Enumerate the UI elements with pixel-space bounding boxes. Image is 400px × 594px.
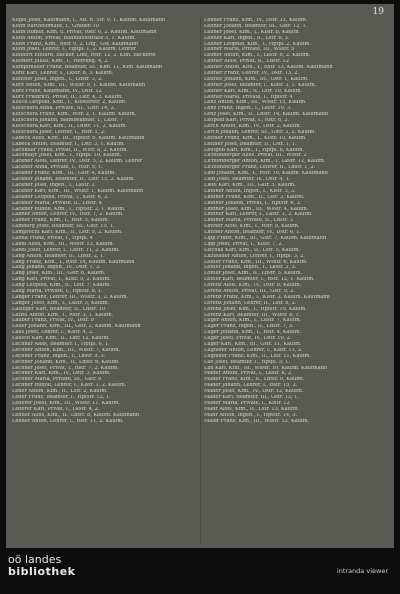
directory-entry: Lindner Anton, Ingen., I., Klstr. 5, 3. bbox=[204, 188, 296, 194]
library-logo[interactable] bbox=[8, 554, 75, 578]
directory-entry: Lorenz Anton, Privat, III., Gstr. 9, 2. bbox=[204, 288, 295, 294]
directory-entry: Mader Karl, Beamter, III., Gstr. 13, 1. bbox=[204, 395, 299, 400]
directory-entry: Lindner Franz, Kfm., II., Lstr. 3, Kaufm. bbox=[204, 194, 305, 200]
directory-entry: Lauer Johann, Kfm., III., Gstr. 2, Kaufm. Kaufmann bbox=[12, 324, 141, 330]
directory-entry: Lechner Josef, Privat, I., Rstr. 7, 2. Kaufm. bbox=[12, 365, 119, 371]
left-column bbox=[12, 18, 196, 424]
directory-entry: Kuhnert Eduard, Bäcker, Linz, Rstr. 12, 2. Kfm. Bäckerei bbox=[12, 53, 156, 59]
directory-entry: Kuhn Rudolf, Kfm. u. Privat, Rstr. 6, 2. Kaufm. Kaufmann bbox=[12, 29, 157, 35]
directory-entry: Lechner Karl, Kfm., IV., Dstr. 3, Kaufm. bbox=[12, 371, 111, 377]
logo-line-2: bibliothek bbox=[8, 565, 76, 578]
directory-entry: Kutschera Anna, Private, III., Gstr. 14, 2. bbox=[12, 106, 116, 112]
directory-entry: Leitner Josef, Beamter, I., Klstr. 3, 1. Kaufm. bbox=[204, 82, 317, 88]
directory-entry: Leitner Alois, Privat, II., Ldstr. 12 bbox=[204, 59, 289, 65]
directory-entry: Kutschera Karl, Kfm., II., Ldstr. 11, 2. Kaufm. bbox=[12, 124, 128, 130]
directory-entry: Leitner Maria, Private, I., Hptstr. 4 bbox=[204, 94, 293, 100]
directory-entry: Löffler Karl, Beamter, I., Rstr. 12, 1. Kaufm. bbox=[204, 277, 315, 283]
directory-entry: Lechner Alois, Beamter, I., Hptpl. 6, 1. bbox=[12, 341, 110, 347]
directory-entry: Mader Josef, Kfm., IV., Dstr. 12, Kaufm. bbox=[204, 389, 304, 395]
directory-entry: Lackner Karl, Kfm., III., Wsstr. 1, Kaufm. Kaufmann bbox=[12, 188, 144, 194]
directory-entry: Luger Anton, Kfm., I., Lkstr. 7, Kaufm. bbox=[204, 318, 302, 324]
directory-entry: Lehner Maria, Private, III., Wsstr. 5 bbox=[204, 47, 295, 53]
directory-entry: Kumpfmüller Franz, Beamter, III., Kfm. 11, Kfm. Kaufmann bbox=[12, 65, 163, 71]
directory-entry: Lasinger Karl, Beamter, II., Ldstr. 10 bbox=[12, 306, 106, 312]
directory-entry: Lachmayr Josef, Kfm., I., Hptpl. 10, Kaufm. bbox=[12, 153, 122, 159]
directory-entry: Lux Karl, Kfm., III., Wsstr. 10, Kaufm. Kaufmann bbox=[204, 365, 328, 371]
directory-entry: Latzel Anton, Kfm., I., Rstr. 3, 1. Kaufm. bbox=[12, 312, 114, 318]
directory-entry: Lahner Anton, Lehrer, IV., Dstr. 7, 2. Kaufm. bbox=[12, 212, 124, 218]
directory-entry: Lindner Karl, Lehrer, I., Lkstr. 1, 2. Kaufm. bbox=[204, 212, 313, 218]
directory-entry: Maier Franz, Kfm., III., Wsstr. 12, Kaufm. bbox=[204, 418, 310, 424]
directory-entry: Kusch Leopold, Kfm., I., Klosterstr. 2, Kaufm. bbox=[12, 100, 127, 106]
directory-entry: Lichtenberger Franz, Lehrer, II., Ldstr. 1, 2. bbox=[204, 165, 316, 171]
directory-entry: Lechner Anton, Kfm., III., Wsstr. 7, Kaufm. bbox=[12, 347, 121, 353]
directory-entry: Mahr Alois, Kfm., II., Lstr. 13, Kaufm. bbox=[204, 406, 300, 412]
directory-entry: Lechner Johann, Kfm., II., Ldstr. 6, Kaufm. bbox=[12, 359, 120, 365]
directory-entry: Lang Maria, Private, I., Hptstr. 8, 1. bbox=[12, 288, 103, 294]
directory-entry: Kugel Josef, Kaufmann, I., Ad. R. Str. 9, 1. Kaufm. Kaufmann bbox=[12, 18, 166, 23]
directory-entry: Lehner Alois, Kfm., II., Ldstr. 8, Kaufm. Kaufmann bbox=[12, 412, 140, 418]
directory-entry: Lahner Franz, Kfm., I., Rstr. 5, Kaufm. bbox=[12, 218, 110, 224]
directory-entry: Löffler Josef, Kfm., II., Ldstr. 5, Kaufm. bbox=[204, 271, 303, 277]
directory-entry: Labeck Anton, Beamter, I., Lstr. 3, 1. Kaufm. bbox=[12, 141, 125, 147]
directory-entry: Kutschera Johann, Bahnbeamter, I., Lkstr. 7 bbox=[12, 118, 123, 124]
directory-entry: Lenz Franz, Ingen., I., Lkstr. 10, 3. bbox=[204, 106, 292, 112]
directory-entry: Kurz Anton, Kfm., III., Wsstr. 9, 1. Kaufm. Kaufmann bbox=[12, 82, 146, 88]
directory-entry: Kurz Friedrich, Privat, II., Lstr. 4, 3. Kaufm. bbox=[12, 94, 123, 100]
directory-entry: Lughofer Anton, Lehrer, I., Klstr. 11, 2. bbox=[204, 347, 303, 353]
directory-entry: Lorenz Josef, Kfm., I., Hptstr. 10, Kaufm. bbox=[204, 306, 308, 312]
directory-entry: Liebl Karl, Kfm., III., Gstr. 5, Kaufm. bbox=[204, 182, 296, 188]
directory-entry: Lorenz Johann, Lehrer, II., Lstr. 8, 2. bbox=[204, 300, 297, 306]
directory-entry: Lindner Johann, Privat, I., Hptstr. 6, 2. bbox=[204, 200, 302, 206]
directory-entry: Kuhn Anton, Privat, Bahnhofsstraße 5, 1. Kaufm. bbox=[12, 35, 136, 41]
directory-entry: Luger Josef, Privat, IV., Dstr. 10, 2. bbox=[204, 336, 292, 342]
directory-entry: Lux Josef, Beamter, I., Hptpl. 5, 1. bbox=[204, 359, 290, 365]
directory-entry: Lipp Josef, Privat, I., Klstr. 7, 2. bbox=[204, 241, 284, 247]
directory-entry: Lehner Karl, Ingen., II., Lstr. 6, 3. bbox=[204, 35, 290, 41]
directory-entry: Lischka Karl, Kfm., II., Lstr. 5, Kaufm. bbox=[204, 247, 300, 253]
directory-entry: Lackner Josef, Ingen., I., Lkstr. 2 bbox=[12, 182, 95, 188]
page-number: 19 bbox=[372, 7, 384, 17]
directory-entry: Lackner Rudolf, Kfm., I., Hptstr. 2, 1. Kaufm. bbox=[12, 206, 126, 212]
directory-entry: Lichtenberger Alois, Privat, III., Wsstr. 2 bbox=[204, 153, 307, 159]
directory-entry: Leitner Anton, Kfm., I., Rstr. 13, Kaufm. Kaufmann bbox=[204, 65, 333, 71]
directory-entry: Löffler Franz, Kfm., III., Wsstr. 6, Kaufm. bbox=[204, 259, 308, 265]
directory-entry: Kurz Franz, Kaufmann, IV., Dstr. 12 bbox=[12, 88, 102, 94]
directory-entry: Landl Alois, Kfm., III., Wsstr. 13, Kaufm. bbox=[12, 241, 115, 247]
directory-entry: Leitner Johann, Kfm., III., Gstr. 1, Kaufm. bbox=[204, 76, 309, 82]
viewer-label: intranda viewer bbox=[336, 567, 388, 575]
directory-entry: Lipp Franz, Kfm., III., Gstr. 7, Kaufm. Kaufmann bbox=[204, 235, 327, 241]
directory-entry: Lackner Johann, Beamter, II., Lstr. 15, 2. Kaufm. bbox=[12, 177, 135, 183]
directory-entry: Lederer Karl, Privat, I., Lkstr. 4, 2. bbox=[12, 406, 100, 412]
directory-entry: Leitner Franz, Lehrer, IV., Dstr. 13, 2. bbox=[204, 71, 299, 77]
directory-entry: Lausch Karl, Kfm., II., Lstr. 12, Kaufm. bbox=[12, 336, 110, 342]
directory-entry: Lachmair Franz, Privat, II., Wstr. 8, 2. Kaufm. bbox=[12, 147, 128, 153]
directory-entry: Langer Franz, Lehrer, III., Wsstr. 3, 2. Kaufm. bbox=[12, 294, 129, 300]
directory-entry: Lindner Maria, Private, II., Ldstr. 3 bbox=[204, 218, 293, 224]
directory-entry: Lackner Alois, Lehrer, IV., Dstr. 5, 2. Kaufm. Lehrer bbox=[12, 159, 143, 165]
column-divider bbox=[200, 18, 201, 544]
directory-entry: Laus Josef, Lehrer, I., Klstr. 4, 2. bbox=[12, 330, 94, 336]
directory-entry: Lang Leopold, Kfm., II., Lstr. 7, Kaufm. bbox=[12, 283, 111, 289]
directory-entry: Mader Johann, Lehrer, I., Rstr. 15, 2. bbox=[204, 383, 298, 389]
directory-entry: Lintner Alois, Kfm., I., Rstr. 8, Kaufm. bbox=[204, 224, 300, 230]
directory-entry: Lintner Anton, Beamter, IV., Dstr. 6, 1. bbox=[204, 230, 301, 236]
directory-entry: Leitner Karl, Kfm., II., Lstr. 10, Kaufm. bbox=[204, 88, 303, 94]
directory-entry: Kuhn Josef, Lehrer, I., Hptpl. 1, 2. Kaufm. Lehrer bbox=[12, 47, 136, 53]
viewer-footer bbox=[0, 548, 400, 594]
directory-entry: Lehner Anton, Lehrer, I., Rstr. 11, 2. Kaufm. bbox=[12, 418, 124, 424]
directory-entry: Kuhnert Julius, Kfm., I., Herreng. 4, 2. bbox=[12, 59, 110, 65]
directory-entry: Kuntner Josef, Ingen., I., Ldstr. 3, 2. bbox=[12, 76, 103, 82]
directory-entry: Lang Johann, Ingen., IV., Dstr. 1, 3. bbox=[12, 265, 101, 271]
directory-entry: Kuhn Bartholomäus, I., Graben 10 bbox=[12, 23, 99, 29]
directory-entry: Lauber Franz, Privat, IV., Dstr. 9 bbox=[12, 318, 94, 324]
directory-entry: Leder Franz, Beamter, I., Hptstr. 12, 1. bbox=[12, 395, 111, 400]
directory-entry: Leopold Karl, Privat, I., Rstr. 6, 2. bbox=[204, 118, 290, 124]
directory-entry: Leutgeb Karl, Kfm., I., Hptpl. 8, Kaufm. bbox=[204, 147, 305, 153]
directory-entry: Lackner Leopold, Privat, I., Klstr. 6, 3. bbox=[12, 194, 109, 200]
directory-entry: Lorenz Karl, Beamter, III., Wsstr. 8, 1. bbox=[204, 312, 301, 318]
directory-entry: Lehner Johann, Beamter, III., Gstr. 12, 1. bbox=[204, 23, 308, 29]
directory-entry: Mader Anton, Privat, I., Lkstr. 8, 2. bbox=[204, 371, 293, 377]
directory-entry: Lechner Franz, Ingen., I., Lkstr. 9, 3. bbox=[12, 353, 106, 359]
directory-entry: Lang Josef, Kfm., III., Gstr. 6, Kaufm. bbox=[12, 271, 106, 277]
directory-entry: Kuhn Franz, Kfm., Rstr. 6, 2. Ldg., Gst. Kaufmann bbox=[12, 41, 139, 47]
directory-entry: Landa Franz, Privat, I., Hptpl. 4 bbox=[12, 235, 93, 241]
directory-entry: Kutschera Franz, Kfm., Rstr. 2, 1. Kaufm. Kaufm. bbox=[12, 112, 137, 118]
directory-entry: Lackner Maria, Private, II., Ldstr. 4 bbox=[12, 200, 102, 206]
directory-entry: Lackner Franz, Kfm., III., Gstr. 4, Kaufm. bbox=[12, 171, 116, 177]
directory-entry: Lackner Anna, Private, I., Rstr. 9, 1. bbox=[12, 165, 103, 171]
logo-line-1: oö landes bbox=[8, 553, 62, 566]
directory-entry: Lehner Leopold, Kfm., I., Hptpl. 2, Kaufm. bbox=[204, 41, 311, 47]
directory-entry: Mader Maria, Private, I., Klstr. 12 bbox=[204, 400, 290, 406]
directory-entry: Lerch Anton, Kfm., IV., Dstr. 2, Kaufm. bbox=[204, 124, 302, 130]
directory-entry: Lettner Franz, Kfm., I., Klstr. 10, Kaufm. bbox=[204, 135, 307, 141]
directory-entry: Lamprecht Karl, Kfm., II., Lstr. 9, 2. Kaufm. bbox=[12, 230, 123, 236]
directory-entry: Lughofer Franz, Kfm., II., Lstr. 11, Kaufm. bbox=[204, 353, 311, 359]
directory-entry: Lichtenberger Anton, Kfm., I., Lkstr. 12, Kaufm. bbox=[204, 159, 326, 165]
directory-entry: Lederer Josef, Kfm., III., Wsstr. 11, Kaufm. bbox=[12, 400, 120, 406]
directory-entry: Lorenz Franz, Kfm., I., Klstr. 2, Kaufm. Kaufmann bbox=[204, 294, 330, 300]
directory-entry: Leimer Anton, Kfm., I., Lkstr. 6, 2. Kaufm. bbox=[204, 53, 311, 59]
directory-entry: Lamberg Josef, Beamter, III., Gstr. 10, 1. bbox=[12, 224, 115, 230]
directory-entry: Mahr Anton, Ingen., I., Hptstr. 14, 3. bbox=[204, 412, 297, 418]
directory-entry: Lieb Johann, Kfm., I., Rstr. 10, Kaufm. Kaufmann bbox=[204, 171, 328, 177]
directory-entry: Lechner Maria, Private, III., Gstr. 8 bbox=[12, 377, 102, 383]
directory-entry: Lenz Anton, Kfm., III., Wsstr. 15, Kaufm. bbox=[204, 100, 307, 106]
directory-entry: Lang Franz, Kfm., I., Rstr. 14, Kaufm. Kaufmann bbox=[12, 259, 135, 265]
directory-entry: Löffler Johann, Ingen., I., Lkstr. 3, 3. bbox=[204, 265, 297, 271]
scanned-page bbox=[6, 4, 394, 548]
directory-entry: Langer Josef, Kfm., I., Lkstr. 5, Kaufm. bbox=[12, 300, 110, 306]
directory-entry: Leder Anton, Kfm., II., Lstr. 2, Kaufm. bbox=[12, 389, 108, 395]
directory-entry: Landl Josef, Lehrer, I., Lkstr. 11, 2. Kaufm. bbox=[12, 247, 120, 253]
directory-entry: Lindner Josef, Kfm., III., Wsstr. 4, Kaufm. bbox=[204, 206, 309, 212]
directory-entry: Luger Franz, Ingen., II., Ldstr. 7, 3. bbox=[204, 324, 294, 330]
directory-entry: Luger Karl, Kfm., III., Gstr. 11, Kaufm. bbox=[204, 341, 302, 347]
right-column bbox=[204, 18, 388, 424]
directory-entry: Kutschera Josef, Lehrer, I., Rstr. 1, 2. bbox=[12, 129, 106, 135]
directory-entry: Lenz Josef, Kfm., II., Ldstr. 14, Kaufm. Kaufmann bbox=[204, 112, 329, 118]
directory-entry: Lechner Rudolf, Lehrer, I., Klstr. 1, 2. Kaufm. bbox=[12, 383, 127, 389]
directory-entry: Lang Karl, Privat, I., Klstr. 9, 2. Kaufm. bbox=[12, 277, 111, 283]
directory-entry: Lieb Josef, Beamter, IV., Dstr. 4, 1. bbox=[204, 177, 291, 183]
directory-entry: Lerch Johann, Lehrer, III., Gstr. 3, 2. Kaufm. bbox=[204, 129, 316, 135]
directory-entry: Lehner Josef, Kfm., I., Klstr. 8, Kaufm. bbox=[204, 29, 301, 35]
directory-entry: Litzlbauer Anton, Lehrer, I., Hptpl. 3, 2. bbox=[204, 253, 305, 259]
directory-entry: Lehner Franz, Kfm., IV., Dstr. 11, Kaufm. bbox=[204, 18, 308, 23]
directory-entry: Labeck Alois, Kfm., III., Hptstr. 6, Kaufm. Kaufmann bbox=[12, 135, 145, 141]
directory-entry: Lang Anton, Beamter, II., Ldstr. 2, 1. bbox=[12, 253, 105, 259]
directory-entry: Mader Franz, Kfm., II., Ldstr. 9, Kaufm. bbox=[204, 377, 305, 383]
directory-entry: Kunz Karl, Lehrer, I., Lkstr. 8, 3. Kaufm. bbox=[12, 71, 114, 77]
directory-entry: Lettner Josef, Beamter, II., Lstr. 1, 1. bbox=[204, 141, 297, 147]
directory-entry: Luger Johann, Kfm., I., Rstr. 4, Kaufm. bbox=[204, 330, 302, 336]
directory-entry: Lorenz Alois, Kfm., IV., Dstr. 8, Kaufm. bbox=[204, 283, 302, 289]
